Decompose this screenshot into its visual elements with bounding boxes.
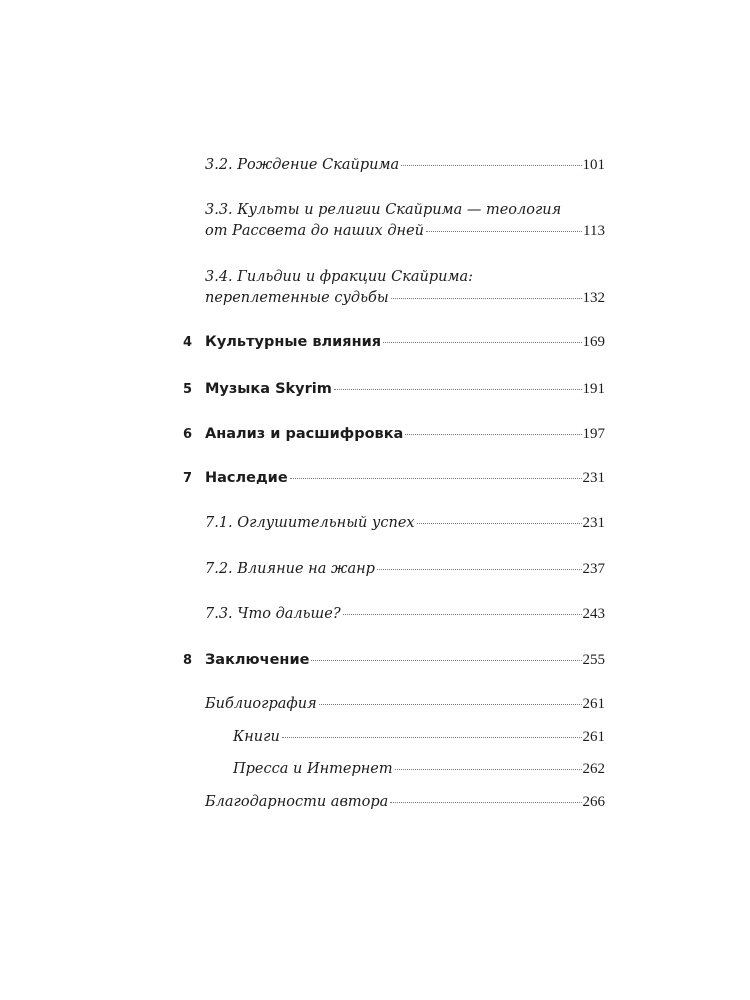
dot-leader [343,614,582,615]
chapter-number: 7 [183,471,193,486]
dot-leader [334,389,582,390]
toc-entry-title-cont: от Рассвета до наших дней [205,223,425,239]
dot-leader [383,342,581,343]
toc-entry-title: 3.3. Культы и религии Скайрима — теология [205,202,562,218]
toc-page-number: 237 [582,561,605,577]
toc-entry-books[interactable] [205,727,605,748]
toc-page-number: 169 [582,334,605,350]
dot-leader [395,769,582,770]
toc-entry-acknowledgements[interactable] [205,792,605,813]
toc-page-number: 113 [583,223,605,239]
dot-leader [426,231,582,232]
dot-leader [311,660,581,661]
toc-entry-title: 3.4. Гильдии и фракции Скайрима: [205,269,474,285]
dot-leader [405,434,581,435]
toc-chapter-title: Культурные влияния [205,334,382,350]
toc-entry-title: 7.2. Влияние на жанр [205,561,375,577]
dot-leader [391,298,582,299]
toc-entry-3-4[interactable] [205,267,605,309]
toc-page-number: 262 [582,761,605,777]
toc-entry-title: Библиография [205,696,317,712]
toc-page-number: 191 [582,381,605,397]
toc-page-number: 132 [582,290,605,306]
toc-entry-title: Пресса и Интернет [233,761,393,777]
toc-page-number: 231 [582,515,605,531]
toc-page-number: 261 [582,729,605,745]
chapter-number: 6 [183,427,193,442]
toc-page-number: 231 [582,470,605,486]
toc-page-number: 101 [582,157,605,173]
toc-page-number: 255 [582,652,605,668]
toc-entry-3-3[interactable] [205,200,605,242]
toc-chapter-8[interactable] [205,650,605,671]
toc-chapter-5[interactable] [205,379,605,400]
chapter-number: 8 [183,653,193,668]
dot-leader [290,478,582,479]
toc-page-number: 243 [582,606,605,622]
toc-entry-title: Книги [233,729,280,745]
toc-entry-title: Благодарности автора [205,794,389,810]
toc-chapter-4[interactable] [205,332,605,353]
dot-leader [282,737,582,738]
toc-entry-7-3[interactable] [205,604,605,625]
toc-chapter-title: Анализ и расшифровка [205,426,404,442]
dot-leader [319,704,582,705]
toc-entry-3-2[interactable] [205,155,605,176]
toc-page-number: 197 [582,426,605,442]
dot-leader [401,165,581,166]
toc-entry-title: 7.1. Оглушительный успех [205,515,415,531]
chapter-number: 4 [183,335,193,350]
toc-chapter-7[interactable] [205,468,605,489]
chapter-number: 5 [183,382,193,397]
toc-page-number: 261 [582,696,605,712]
toc-chapter-title: Наследие [205,470,288,486]
toc-chapter-title: Заключение [205,652,310,668]
toc-page-number: 266 [582,794,605,810]
toc-entry-press-internet[interactable] [205,759,605,780]
dot-leader [377,569,582,570]
toc-entry-title: 7.3. Что дальше? [205,606,341,622]
toc-entry-7-1[interactable] [205,513,605,534]
toc-chapter-title: Музыка Skyrim [205,381,332,397]
toc-entry-7-2[interactable] [205,559,605,580]
toc-entry-bibliography[interactable] [205,694,605,715]
dot-leader [390,802,581,803]
toc-chapter-6[interactable] [205,424,605,445]
dot-leader [417,523,582,524]
toc-entry-title-cont: переплетенные судьбы [205,290,389,306]
toc-entry-title: 3.2. Рождение Скайрима [205,157,400,173]
